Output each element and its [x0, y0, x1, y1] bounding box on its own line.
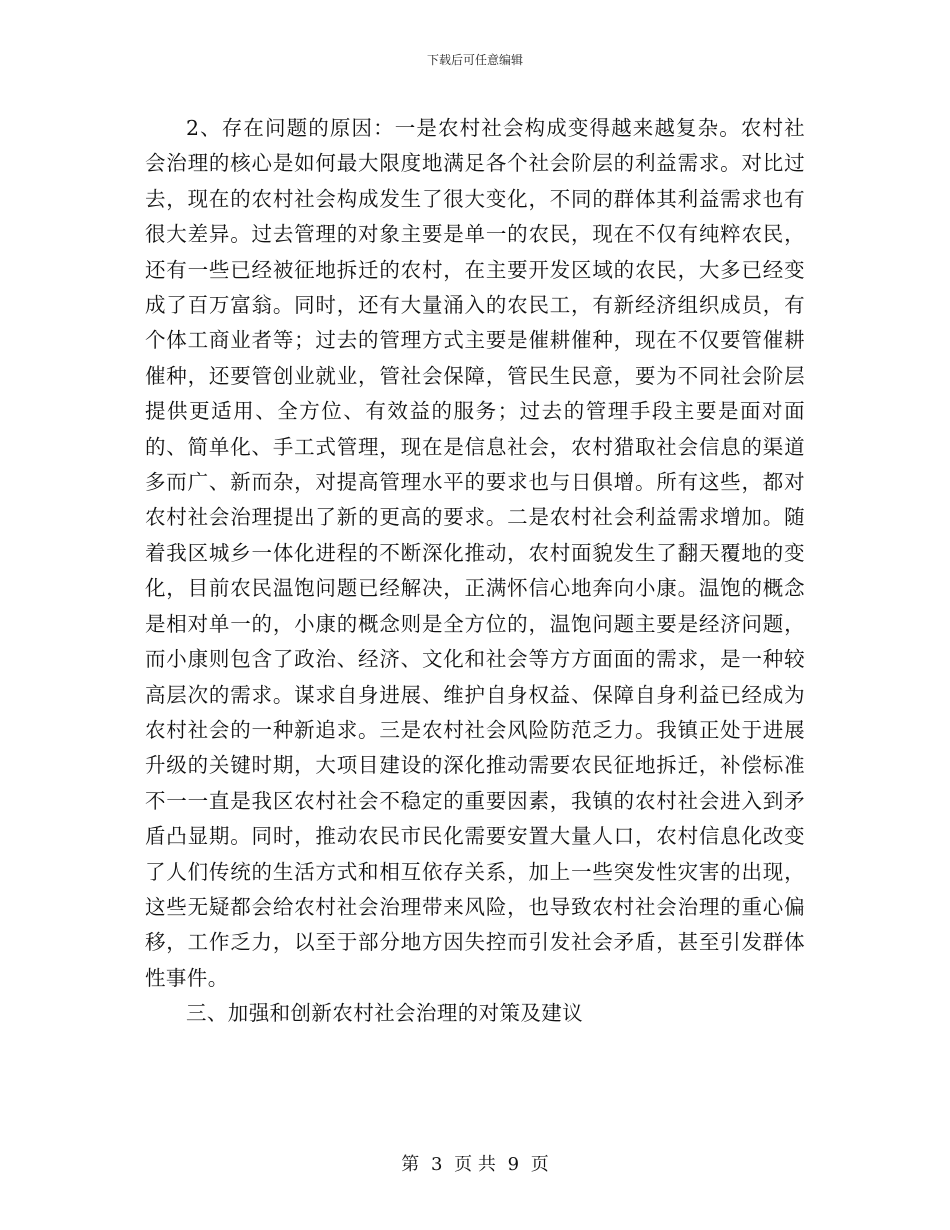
body-text — [145, 111, 805, 1032]
page-number-prefix: 第 — [401, 1154, 420, 1175]
page-number-middle: 页 共 — [454, 1154, 496, 1175]
section-heading-countermeasures: 三、加强和创新农村社会治理的对策及建议 — [186, 1001, 584, 1026]
page-number — [0, 1154, 950, 1176]
page-number-suffix: 页 — [530, 1154, 549, 1175]
page-header-note: 下载后可任意编辑 — [426, 53, 523, 67]
page-number-current: 3 — [430, 1154, 443, 1175]
page-number-total: 9 — [507, 1154, 520, 1175]
paragraph-causes: 2、存在问题的原因：一是农村社会构成变得越来越复杂。农村社会治理的核心是如何最大限度地满足各个社会阶层的利益需求。对比过去，现在的农村社会构成发生了很大变化，不同的群体其利益需求也有很大差异。过去管理的对象主要是单一的农民，现在不仅有纯粹农民，还有一些已经被征地拆迁的农村，在主要开发区域的农民，大多已经变成了百万富翁。同时，还有大量涌入的农民工，有新经济组织成员，有个体工商业者等；过去的管理方式主要是催耕催种，现在不仅要管催耕催种，还要管创业就业，管社会保障，管民生民意，要为不同社会阶层提供更适用、全方位、有效益的服务；过去的管理手段主要是面对面的、简单化、手工式管理，现在是信息社会，农村猎取社会信息的渠道多而广、新而杂，对提高管理水平的要求也与日俱增。所有这些，都对农村社会治理提出了新的更高的要求。二是农村社会利益需求增加。随着我区城乡一体化进程的不断深化推动，农村面貌发生了翻天覆地的变化，目前农民温饱问题已经解决，正满怀信心地奔向小康。温饱的概念是相对单一的，小康的概念则是全方位的，温饱问题主要是经济问题，而小康则包含了政治、经济、文化和社会等方方面面的需求，是一种较高层次的需求。谋求自身进展、维护自身权益、保障自身利益已经成为农村社会的一种新追求。三是农村社会风险防范乏力。我镇正处于进展升级的关键时期，大项目建设的深化推动需要农民征地拆迁，补偿标准不一一直是我区农村社会不稳定的重要因素，我镇的农村社会进入到矛盾凸显期。同时，推动农民市民化需要安置大量人口，农村信息化改变了人们传统的生活方式和相互依存关系，加上一些突发性灾害的出现，这些无疑都会给农村社会治理带来风险，也导致农村社会治理的重心偏移，工作乏力，以至于部分地方因失控而引发社会矛盾，甚至引发群体性事件。 — [145, 116, 805, 990]
